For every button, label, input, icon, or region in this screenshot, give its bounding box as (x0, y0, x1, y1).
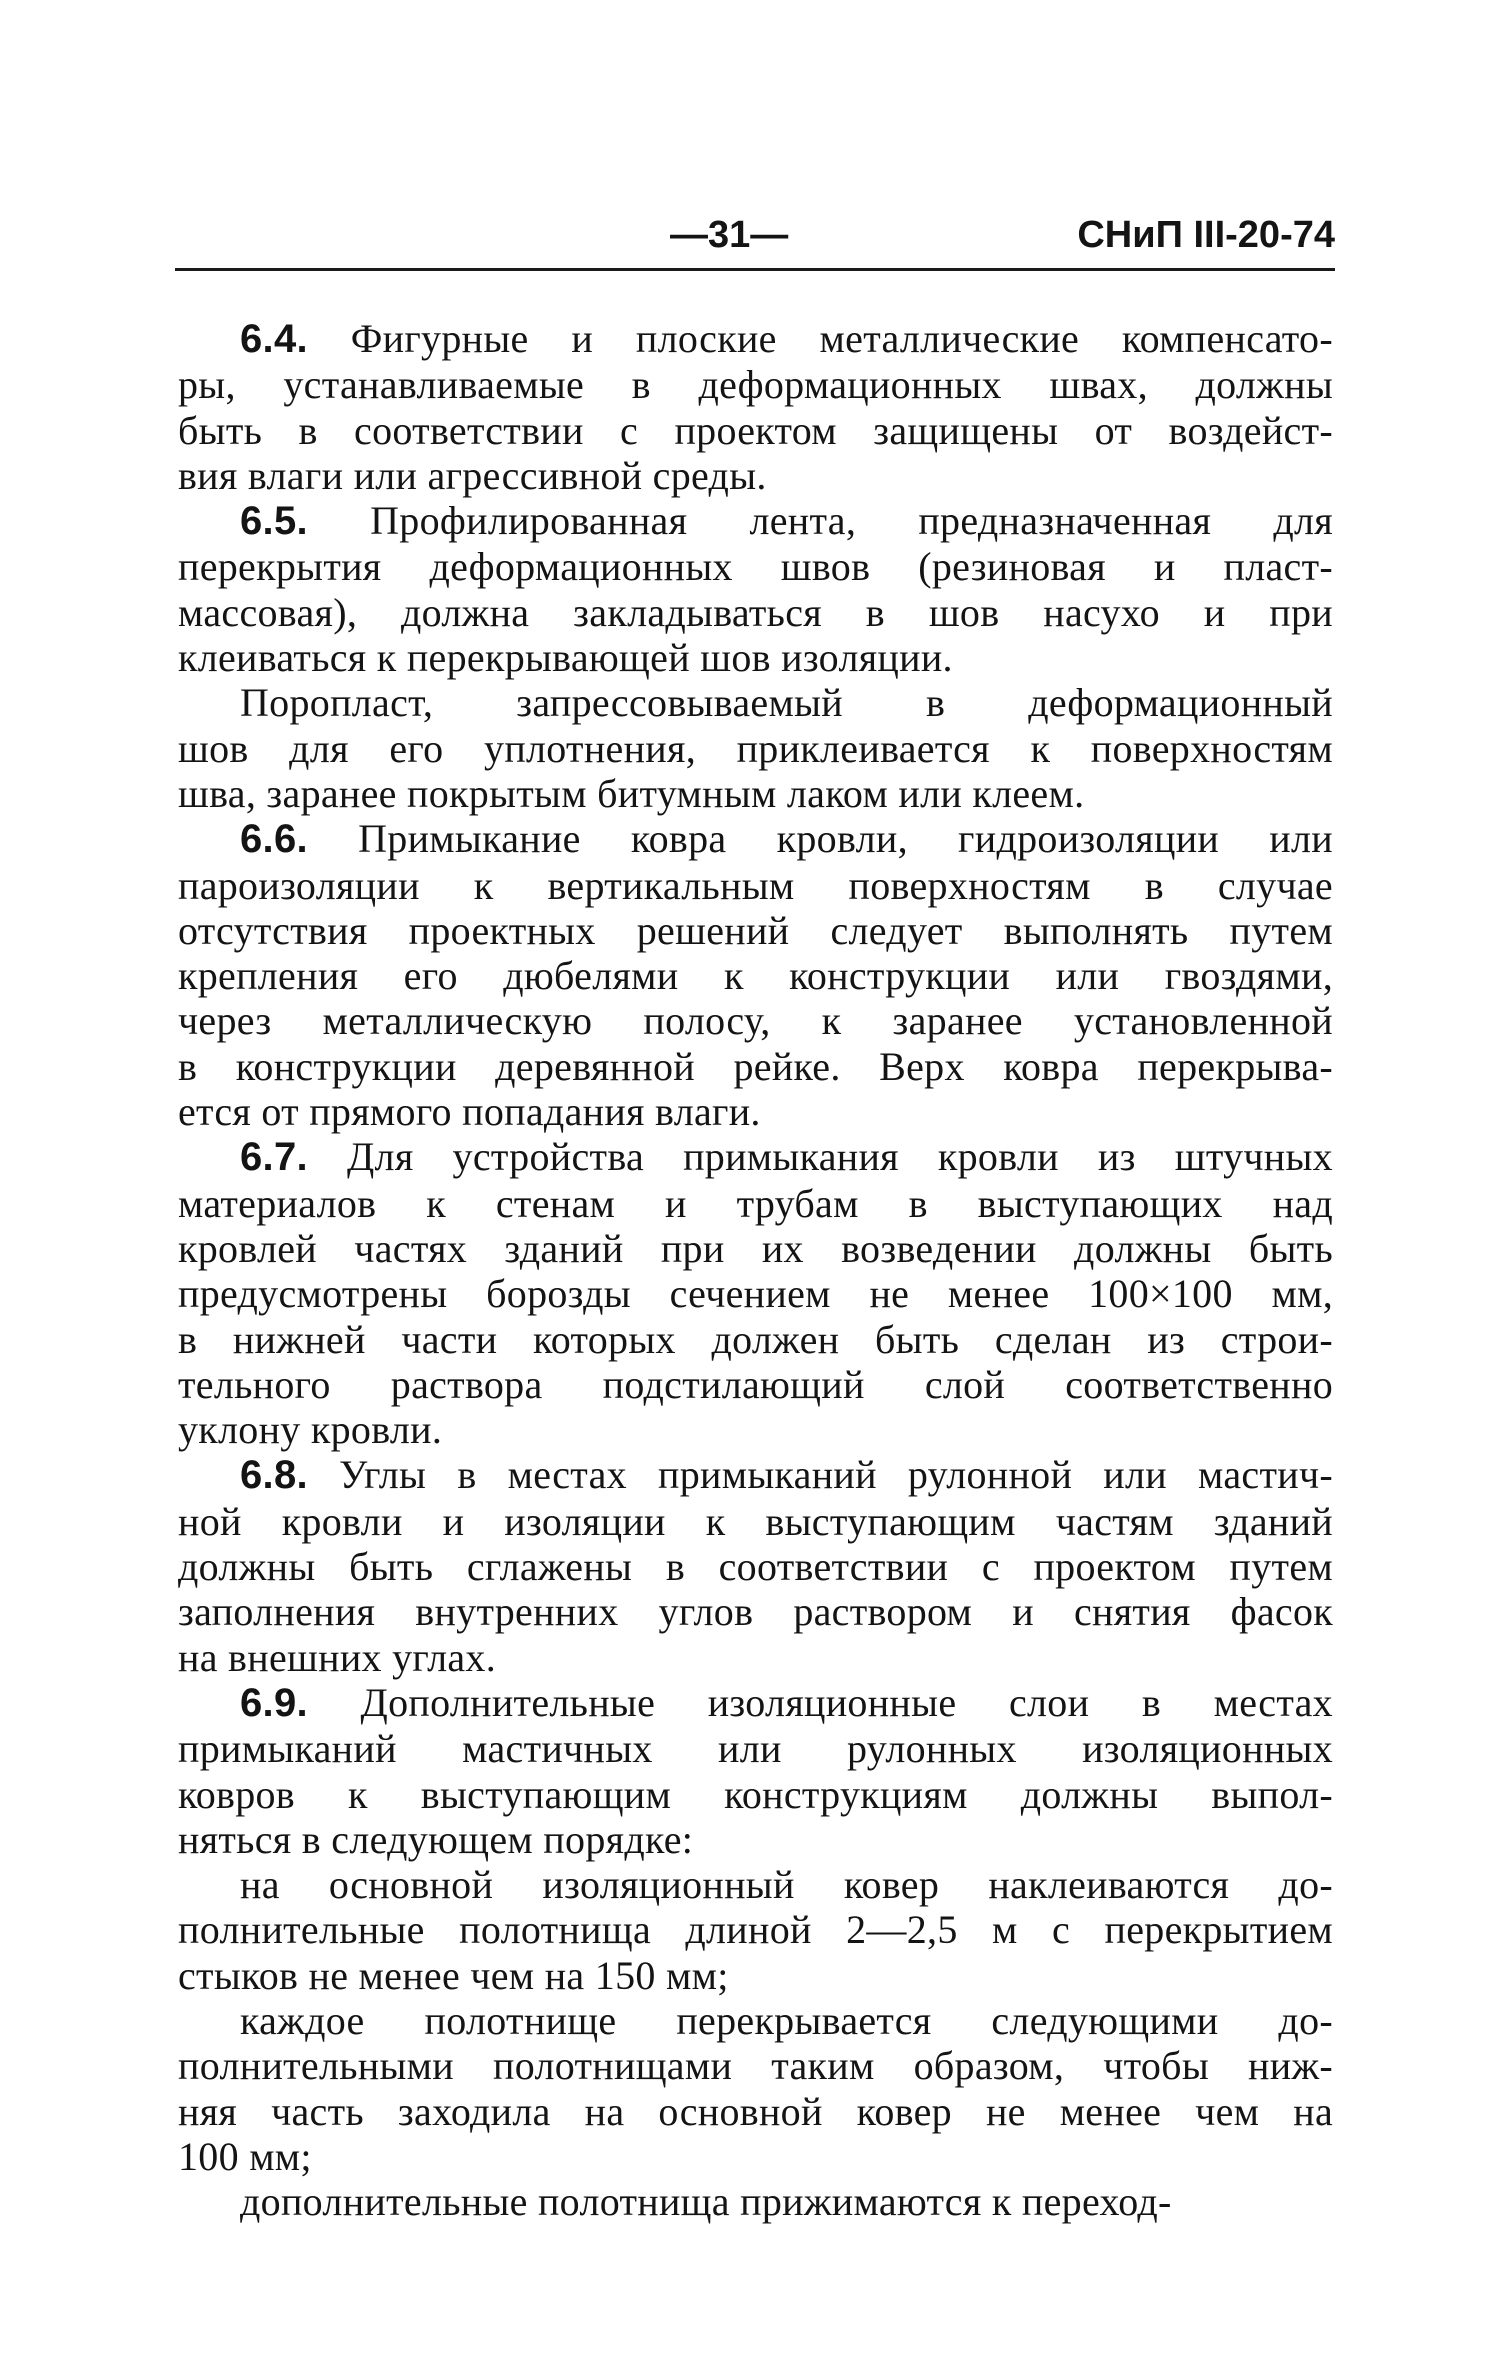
line-text: полнительные полотнища длиной 2—2,5 м с перекрытием (178, 1907, 1333, 1953)
paragraph (178, 2179, 1333, 2224)
text-line (178, 544, 1333, 589)
text-line (178, 1317, 1333, 1362)
text-line (178, 816, 1333, 862)
line-text: должны быть сглажены в соответствии с проектом путем (178, 1544, 1333, 1590)
text-line (178, 1407, 1333, 1452)
text-line (178, 2134, 1333, 2179)
clause-number: 6.8. (240, 1453, 308, 1498)
section-paragraph (178, 498, 1333, 680)
text-line (178, 590, 1333, 635)
text-line (178, 362, 1333, 407)
line-text: тельного раствора подстилающий слой соответственно (178, 1361, 1333, 1407)
section-paragraph (178, 1134, 1333, 1452)
line-text: в нижней части которых должен быть сделан из строи- (178, 1316, 1333, 1362)
text-line (178, 908, 1333, 953)
body-text (178, 316, 1333, 2224)
text-line (178, 1907, 1333, 1952)
line-text: ной кровли и изоляции к выступающим частям зданий (178, 1498, 1333, 1544)
text-line (178, 1862, 1333, 1907)
line-text: на основной изоляционный ковер наклеиваются до- (240, 1862, 1333, 1908)
section-paragraph (178, 1452, 1333, 1679)
line-text: материалов к стенам и трубам в выступающих над (178, 1180, 1333, 1226)
line-text: Примыкание ковра кровли, гидроизоляции или (358, 816, 1333, 862)
line-text: стыков не менее чем на 150 мм; (178, 1952, 729, 1998)
section-paragraph (178, 316, 1333, 498)
line-text: няться в следующем порядке: (178, 1816, 694, 1862)
text-line (178, 1362, 1333, 1407)
paragraph (178, 680, 1333, 816)
page-number: —31— (670, 214, 789, 256)
text-line (178, 453, 1333, 498)
text-line (178, 498, 1333, 544)
line-text: полнительными полотнищами таким образом, чтобы ниж- (178, 2043, 1333, 2089)
line-text: крепления его дюбелями к конструкции или гвоздями, (178, 953, 1333, 999)
line-text: вия влаги или агрессивной среды. (178, 452, 767, 498)
text-line (178, 2179, 1333, 2224)
line-text: Для устройства примыкания кровли из штучных (346, 1134, 1333, 1180)
line-text: через металлическую полосу, к заранее установленной (178, 998, 1333, 1044)
line-text: заполнения внутренних углов раствором и снятия фасок (178, 1589, 1333, 1635)
line-text: Профилированная лента, предназначенная для (370, 498, 1333, 544)
text-line (178, 635, 1333, 680)
text-line (178, 863, 1333, 908)
document-code: СНиП III-20-74 (1077, 214, 1335, 256)
text-line (178, 726, 1333, 771)
header-rule (175, 268, 1335, 271)
line-text: кровлей частях зданий при их возведении должны быть (178, 1225, 1333, 1271)
text-line (178, 1817, 1333, 1862)
page-header (175, 210, 1335, 266)
text-line (178, 1998, 1333, 2043)
line-text: в конструкции деревянной рейке. Верх ковра перекрыва- (178, 1043, 1333, 1089)
line-text: на внешних углах. (178, 1634, 497, 1680)
clause-number: 6.5. (240, 499, 308, 544)
clause-number: 6.9. (240, 1680, 308, 1725)
line-text: шов для его уплотнения, приклеивается к поверхностям (178, 725, 1333, 771)
text-line (178, 1589, 1333, 1634)
section-paragraph (178, 816, 1333, 1134)
text-line (178, 408, 1333, 453)
text-line (178, 316, 1333, 362)
line-text: уклону кровли. (178, 1407, 443, 1453)
line-text: массовая), должна закладываться в шов насухо и при (178, 589, 1333, 635)
line-text: ковров к выступающим конструкциям должны выпол- (178, 1771, 1333, 1817)
line-text: пароизоляции к вертикальным поверхностям в случае (178, 862, 1333, 908)
line-text: примыканий мастичных или рулонных изоляционных (178, 1726, 1333, 1772)
line-text: ры, устанавливаемые в деформационных швах, должны (178, 362, 1333, 408)
text-line (178, 1680, 1333, 1726)
text-line (178, 998, 1333, 1043)
text-line (178, 1271, 1333, 1316)
text-line (178, 1181, 1333, 1226)
paragraph (178, 1862, 1333, 1998)
line-text: Дополнительные изоляционные слои в местах (360, 1679, 1333, 1725)
text-line (178, 1226, 1333, 1271)
paragraph (178, 1998, 1333, 2179)
line-text: Фигурные и плоские металлические компенсато- (350, 316, 1333, 361)
line-text: ется от прямого попадания влаги. (178, 1089, 761, 1135)
clause-number: 6.7. (240, 1135, 308, 1180)
clause-number: 6.4. (240, 317, 308, 361)
text-line (178, 953, 1333, 998)
text-line (178, 1544, 1333, 1589)
text-line (178, 1635, 1333, 1680)
text-line (178, 1044, 1333, 1089)
text-line (178, 1452, 1333, 1498)
line-text: отсутствия проектных решений следует выполнять путем (178, 907, 1333, 953)
line-text: няя часть заходила на основной ковер не менее чем на (178, 2088, 1333, 2134)
line-text: быть в соответствии с проектом защищены от воздейст- (178, 407, 1333, 453)
line-text: 100 мм; (178, 2133, 312, 2179)
line-text: перекрытия деформационных швов (резиновая и пласт- (178, 544, 1333, 590)
text-line (178, 680, 1333, 725)
line-text: Поропласт, запрессовываемый в деформационный (240, 680, 1333, 726)
line-text: шва, заранее покрытым битумным лаком или клеем. (178, 770, 1085, 816)
line-text: предусмотрены борозды сечением не менее 100×100 мм, (178, 1271, 1333, 1317)
text-line (178, 2089, 1333, 2134)
text-line (178, 1726, 1333, 1771)
text-line (178, 1089, 1333, 1134)
text-line (178, 1772, 1333, 1817)
section-paragraph (178, 1680, 1333, 1862)
text-line (178, 2043, 1333, 2088)
text-line (178, 771, 1333, 816)
line-text: каждое полотнище перекрывается следующими до- (240, 1997, 1333, 2043)
line-text: дополнительные полотнища прижимаются к переход- (240, 2179, 1172, 2225)
text-line (178, 1134, 1333, 1180)
text-line (178, 1499, 1333, 1544)
line-text: Углы в местах примыканий рулонной или мастич- (339, 1452, 1333, 1498)
clause-number: 6.6. (240, 817, 308, 862)
line-text: клеиваться к перекрывающей шов изоляции. (178, 635, 953, 681)
text-line (178, 1953, 1333, 1998)
